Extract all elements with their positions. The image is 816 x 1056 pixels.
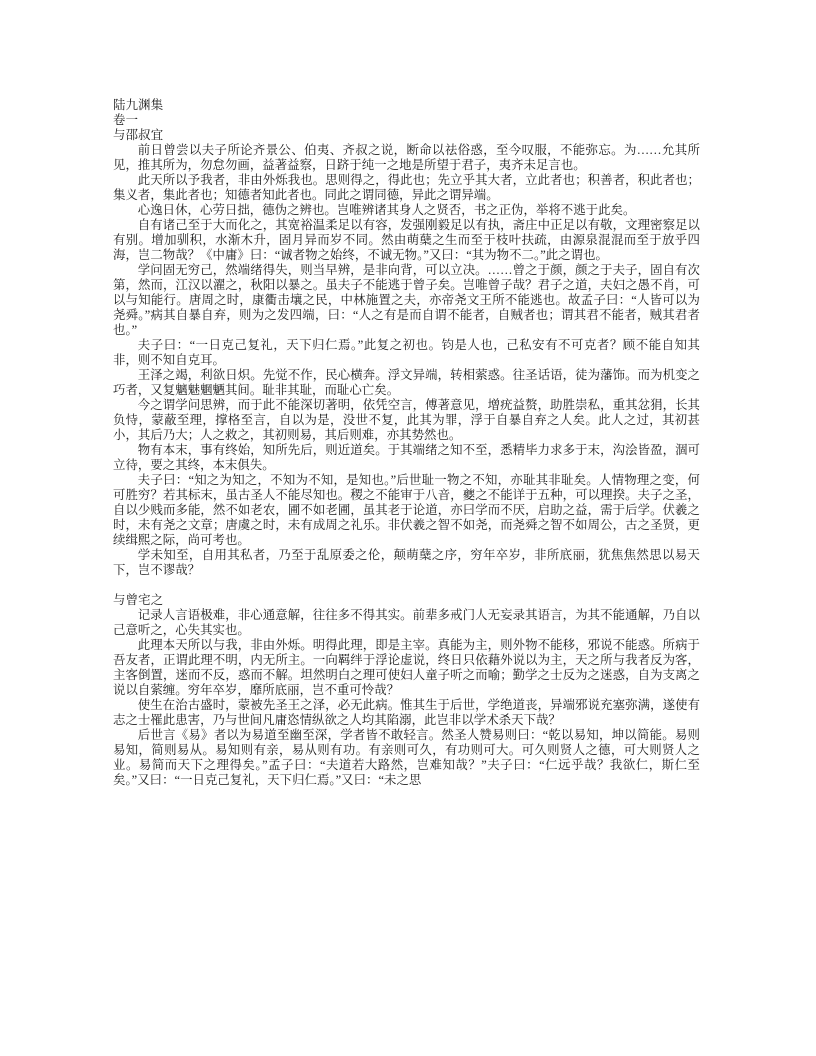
paragraph: 记录人言语极难，非心通意解，往往多不得其实。前辈多戒门人无妄录其语言，为其不能通解，乃自以己意听之，心失其实也。 — [113, 607, 700, 637]
paragraph: 后世言《易》者以为易道至幽至深，学者皆不敢轻言。然圣人赞易则曰：“乾以易知，坤以简能。易则易知，简则易从。易知则有亲，易从则有功。有亲则可久，有功则可大。可久则贤人之德，可大则贤人之业。易简而天下之理得矣。”孟子曰：“夫道若大路然，岂难知哉？”夫子曰：“仁远乎哉？我欲仁，斯仁至矣。”又曰：“一日克己复礼，天下归仁焉。”又曰：“未之思 — [113, 727, 700, 787]
paragraph: 自有诸己至于大而化之，其宽裕温柔足以有容，发强刚毅足以有执，斋庄中正足以有敬，文理密察足以有别。增加驯积，水渐木升，固月异而岁不同。然由萌蘖之生而至于枝叶扶疏，由源泉混混而至于放乎四海，岂二物哉？《中庸》曰：“诚者物之始终，不诚无物。”又曰：“其为物不二。”此之谓也。 — [113, 217, 700, 262]
paragraph: 夫子曰：“知之为知之，不知为不知，是知也。”后世耻一物之不知，亦耻其非耻矣。人情物理之变，何可胜穷？若其标末，虽古圣人不能尽知也。稷之不能审于八音，夔之不能详于五种，可以理揆。夫子之圣，自以少贱而多能，然不如老农，圃不如老圃，虽其老于论道，亦曰学而不厌，启助之益，需于后学。伏羲之时，未有尧之文章；唐虞之时，未有成周之礼乐。非伏羲之智不如尧，而尧舜之智不如周公，古之圣贤，更续缉熙之际，尚可考也。 — [113, 472, 700, 547]
volume-label: 卷一 — [113, 112, 139, 127]
paragraph: 前日曾尝以夫子所论齐景公、伯夷、齐叔之说，断命以祛俗惑，至今叹服，不能弥忘。为……允其所见，推其所为，勿怠勿画，益著益察，日跻于纯一之地是所望于君子，夷齐未足言也。 — [113, 142, 700, 172]
paragraph: 此天所以予我者，非由外烁我也。思则得之，得此也；先立乎其大者，立此者也；积善者，积此者也；集义者，集此者也；知德者知此者也。同此之谓同德，异此之谓异端。 — [113, 172, 700, 202]
paragraph: 此理本天所以与我，非由外烁。明得此理，即是主宰。真能为主，则外物不能移，邪说不能惑。所病于吾友者，正谓此理不明，内无所主。一向羁绊于浮论虚说，终日只依藉外说以为主，天之所与我者反为客，主客倒置，迷而不反，惑而不解。坦然明白之理可使妇人童子听之而喻；勤学之士反为之迷惑，自为支离之说以自萦缠。穷年卒岁，靡所底丽，岂不重可怜哉？ — [113, 637, 700, 697]
paragraph: 夫子曰：“一日克己复礼，天下归仁焉。”此复之初也。钧是人也，己私安有不可克者？顾不能自知其非，则不知自克耳。 — [113, 337, 700, 367]
section-yu-shao-shuyi — [113, 128, 700, 578]
paragraph: 今之谓学问思辨，而于此不能深切著明，依凭空言，傅著意见，增疣益赘，助胜崇私，重其忿狷，长其负恃，蒙蔽至理，撑格至言，自以为是，没世不复，此其为罪，浮于自暴自弃之人矣。此人之过，其初甚小，其后乃大；人之救之，其初则易，其后则难，亦其势然也。 — [113, 397, 700, 442]
section-title-1: 与邵叔宜 — [113, 127, 164, 142]
paragraph: 学未知至，自用其私者，乃至于乱原委之伦，颠萌蘖之序，穷年卒岁，非所底丽，犹焦焦然思以易天下，岂不谬哉？ — [113, 547, 700, 577]
paragraph: 王泽之竭，利欲日炽。先觉不作，民心横奔。浮文异端，转相萦惑。往圣话语，徒为藩饰。而为机变之巧者，又复魑魅魍魉其间。耻非其耻，而耻心亡矣。 — [113, 367, 700, 397]
document-title: 陆九渊集 — [113, 98, 164, 112]
section-title-2: 与曾宅之 — [113, 592, 164, 607]
paragraph: 物有本末，事有终始，知所先后，则近道矣。于其端绪之知不至，悉精毕力求多于末，沟浍皆盈，涸可立待，要之其终，本末俱失。 — [113, 442, 700, 472]
section-yu-zeng-zhaizhi — [113, 593, 700, 788]
paragraph: 使生在治古盛时，蒙被先圣王之泽，必无此病。惟其生于后世，学绝道丧，异端邪说充塞弥满，遂使有志之士罹此患害，乃与世间凡庸恣情纵欲之人均其陷溺，此岂非以学术杀天下哉？ — [113, 697, 700, 727]
paragraph: 学问固无穷己，然端绪得失，则当早辨，是非向背，可以立决。……曾之于颜，颜之于夫子，固自有次第，然而，江汉以濯之，秋阳以暴之。虽夫子不能逃于曾子矣。岂唯曾子哉？君子之道，夫妇之愚不肖，可以与知能行。唐周之时，康衢击壤之民，中林施置之夫，亦帝尧文王所不能逃也。故孟子曰：“人皆可以为尧舜。”病其自暴自弃，则为之发四端，曰：“人之有是而自谓不能者，自贼者也；谓其君不能者，贼其君者也。” — [113, 262, 700, 337]
section-spacer — [113, 578, 700, 593]
paragraph: 心逸日休，心劳日拙，德伪之辨也。岂唯辨诸其身人之贤否，书之正伪，举将不逃于此矣。 — [137, 202, 636, 217]
document-body — [113, 98, 700, 788]
